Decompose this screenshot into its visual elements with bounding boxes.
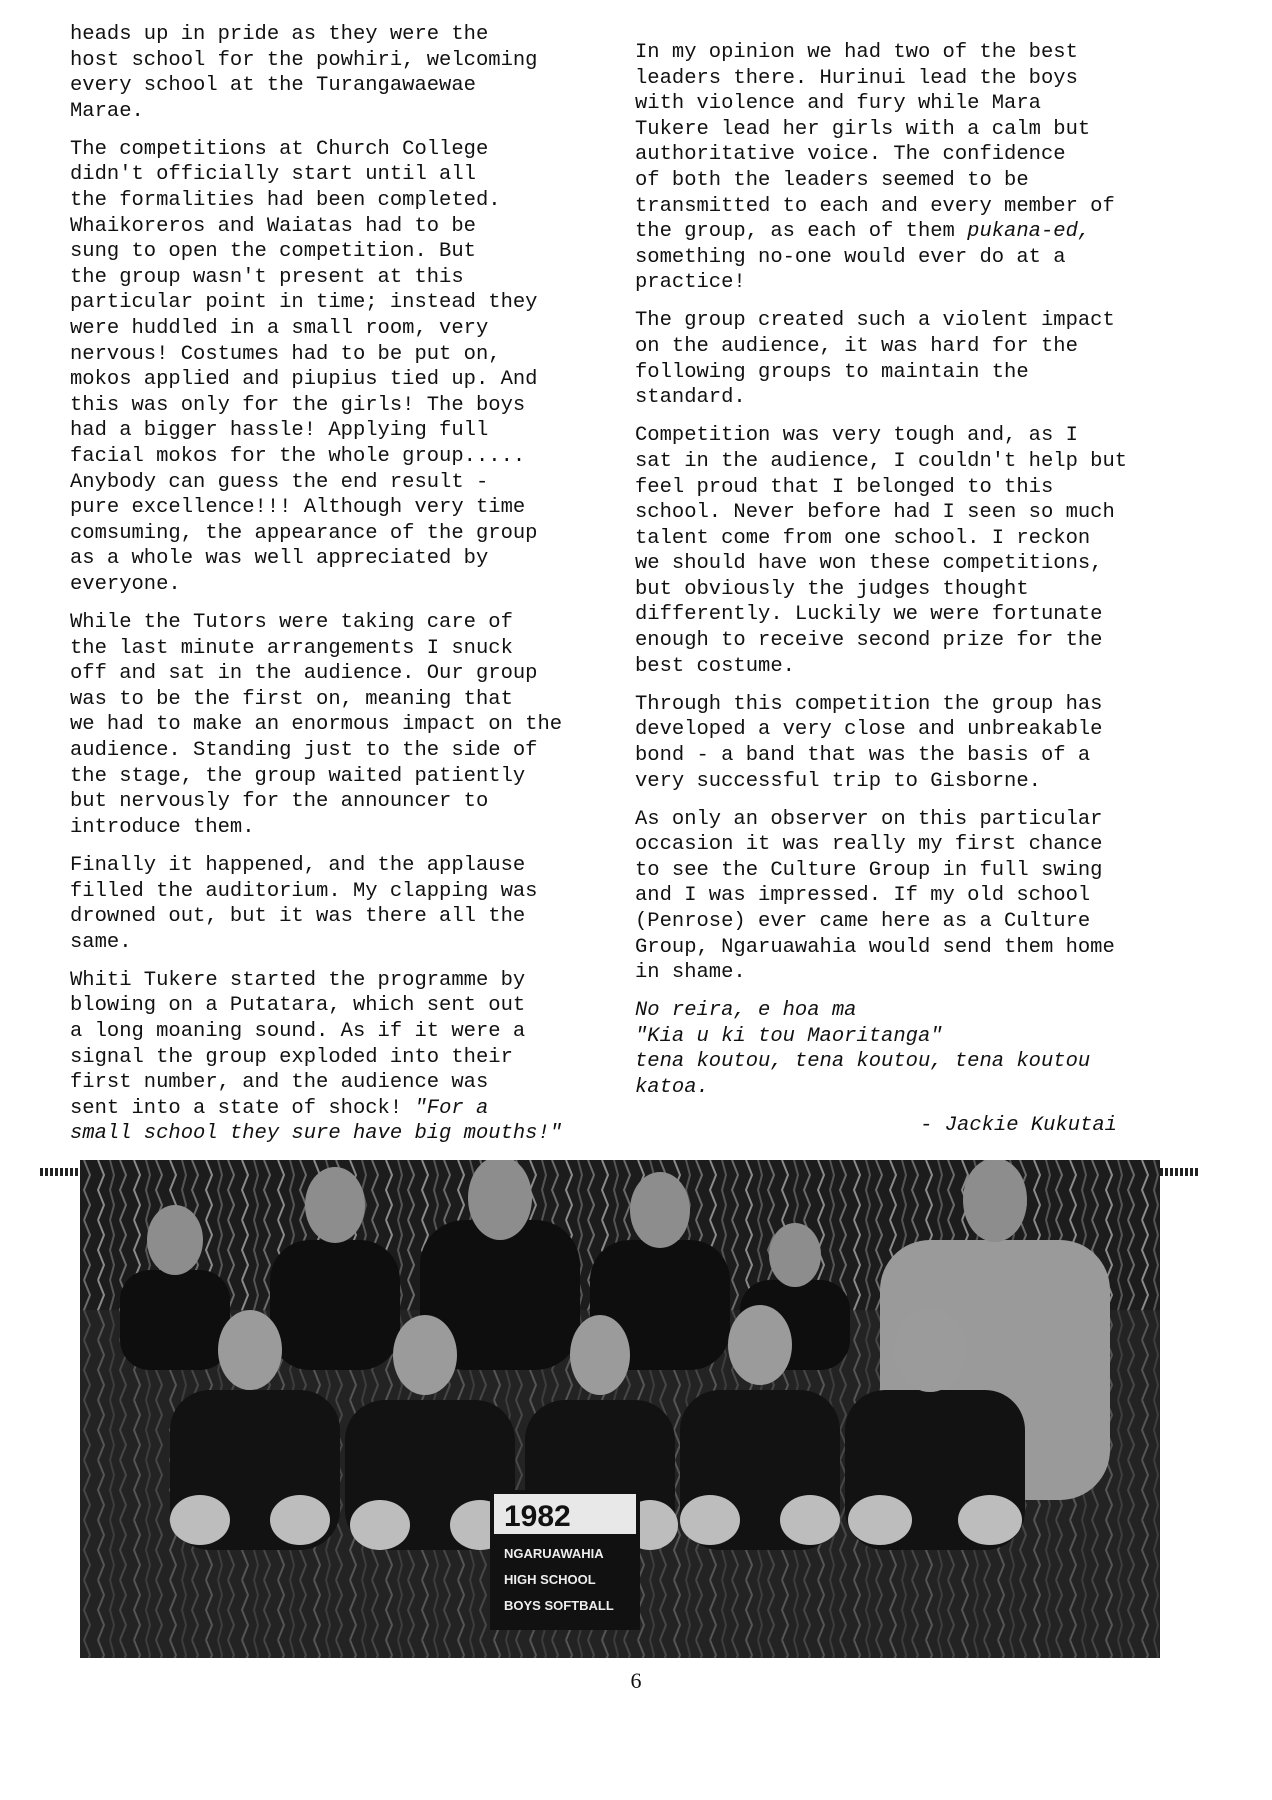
paragraph: heads up in pride as they were the host school for the powhiri, welcoming every school at the Turangawaewae Marae. [70,23,538,123]
team-photo-area [40,1160,1200,1670]
closing-phrase: No reira, e hoa ma "Kia u ki tou Maoritanga" tena koutou, tena koutou, tena koutou katoa. [635,999,1091,1100]
author-signature: - Jackie Kukutai [920,1114,1117,1138]
sign-line: BOYS SOFTBALL [504,1598,614,1613]
paragraph-text: In my opinion we had two of the best leaders there. Hurinui lead the boys with violence and fury while Mara Tukere lead her girls with a calm but authoritative voice. The confidence of both the leaders seemed to be transmitted to each and every member of the group, as each of them [635,41,1115,244]
paragraph [70,968,610,1147]
paragraph: The group created such a violent impact on the audience, it was hard for the following groups to maintain the standard. [635,309,1115,410]
paragraph-text: something no-one would ever do at a practice! [635,245,1066,295]
paragraph: Competition was very tough and, as I sat in the audience, I couldn't help but feel proud that I belonged to this school. Never before had I seen so much talent come from one school. I reckon we should have won these competitions, but obviously the judges thought differently. Luckily we were fortunate enough to receive second prize for the best costume. [635,424,1128,678]
paragraph-text: Whiti Tukere started the programme by blowing on a Putatara, which sent out a long moaning sound. As if it were a signal the group exploded into their first number, and the audience was sent into a state of shock! [70,968,526,1120]
decorative-border [40,1168,80,1176]
decorative-border [1160,1168,1200,1176]
paragraph [635,40,1195,296]
paragraph: While the Tutors were taking care of the last minute arrangements I snuck off and sat in the audience. Our group was to be the first on, meaning that we had to make an enormous impact on the audience. Standing just to the side of the stage, the group waited patiently but nervously for the announcer to introduce them. [70,611,563,839]
paragraph: As only an observer on this particular occasion it was really my first chance to see the Culture Group in full swing and I was impressed. If my old school (Penrose) ever came here as a Culture Group, Ngaruawahia would send them home in shame. [635,807,1115,985]
team-photograph [80,1160,1160,1658]
sign-line: NGARUAWAHIA [504,1546,604,1561]
sign-line: HIGH SCHOOL [504,1572,596,1587]
sign-year: 1982 [504,1500,571,1533]
right-column [635,40,1195,1151]
paragraph: Through this competition the group has developed a very close and unbreakable bond - a band that was the basis of a very successful trip to Gisborne. [635,692,1103,793]
italic-word: pukana-ed, [967,220,1091,244]
left-column [70,22,610,1159]
paragraph: The competitions at Church College didn't officially start until all the formalities had been completed. Whaikoreros and Waiatas had to be sung to open the competition. But the group wasn't present at this particular point in time; instead they were huddled in a small room, very nervous! Costumes had to be put on, mokos applied and piupius tied up. And this was only for the girls! The boys had a bigger hassle! Applying full facial mokos for the whole group..... Anybody can guess the end result - pure excellence!!! Although very time comsuming, the appearance of the group as a whole was well appreciated by everyone. [70,137,538,596]
paragraph: Finally it happened, and the applause filled the auditorium. My clapping was drowned out, but it was there all the same. [70,853,538,954]
quote-text: "For a small school they sure have big mouths!" [70,1096,563,1146]
page-number: 6 [630,1668,642,1693]
